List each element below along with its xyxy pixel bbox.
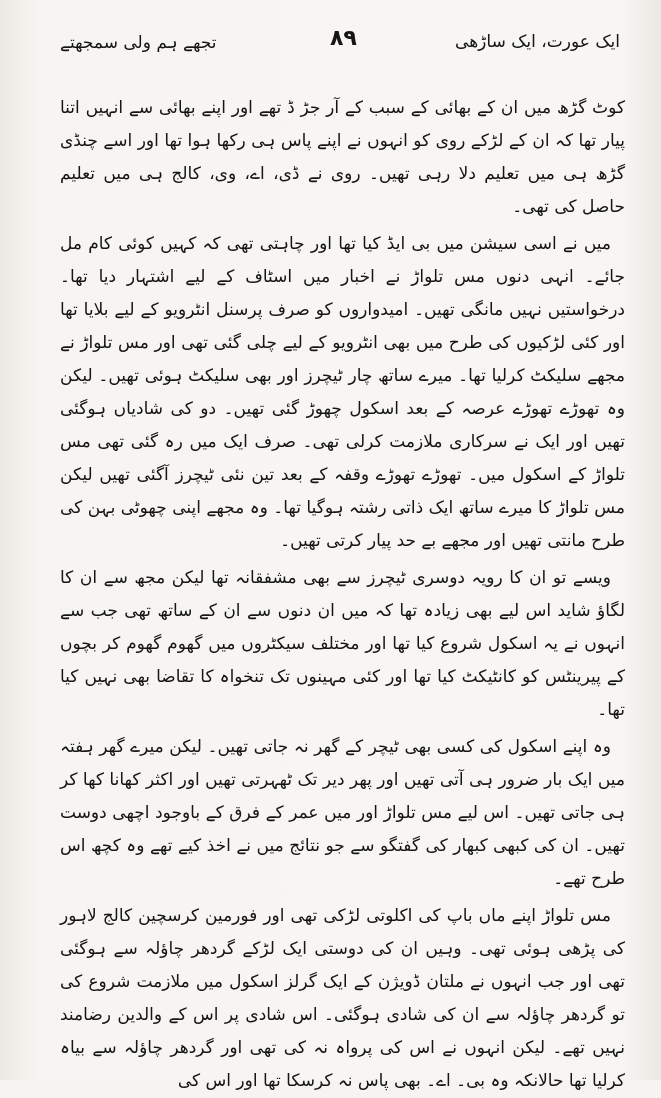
paragraph: کوٹ گڑھ میں ان کے بھائی کے سبب کے آر جڑ ڈ تھے اور اپنے بھائی سے انہیں اتنا پیار تھا کہ ان کے لڑکے روی کو انہوں نے اپنے پاس ہی رکھا ہوا تھا اور اسے چنڈی گڑھ ہی میں تعلیم دلا رہی تھیں۔ روی نے ڈی، اے، وی، کالج ہی میں تعلیم حاصل کی تھی۔	[60, 98, 625, 217]
paragraph: میں نے اسی سیشن میں بی ایڈ کیا تھا اور چاہتی تھی کہ کہیں کوئی کام مل جائے۔ انہی دنوں مس تلواڑ نے اخبار میں اسٹاف کے لیے اشتہار دیا تھا۔ درخواستیں نہیں مانگی تھیں۔ امیدواروں کو صرف پرسنل انٹرویو کے لیے بلایا تھا اور کئی لڑکیوں کی طرح میں بھی انٹرویو کے لیے چلی گئی تھی اور مس تلواڑ نے مجھے سلیکٹ کرلیا تھا۔ میرے ساتھ چار ٹیچرز اور بھی سلیکٹ ہوئی تھیں۔ لیکن وہ تھوڑے تھوڑے عرصہ کے بعد اسکول چھوڑ گئی تھیں۔ دو کی شادیاں ہوگئی تھیں اور ایک نے سرکاری ملازمت کرلی تھی۔ صرف ایک میں رہ گئی تھی مس تلواڑ کے اسکول میں۔ تھوڑے تھوڑے وقفہ کے بعد تین نئی ٹیچرز آگئی تھیں لیکن مس تلواڑ کا میرے ساتھ ایک ذاتی رشتہ ہوگیا تھا۔ وہ مجھے اپنی چھوٹی بہن کی طرح مانتی تھیں اور مجھے بے حد پیار کرتی تھیں۔	[60, 234, 625, 551]
paragraph: مس تلواڑ اپنے ماں باپ کی اکلوتی لڑکی تھی اور فورمین کرسچین کالج لاہور کی پڑھی ہوئی تھی۔ وہیں ان کی دوستی ایک لڑکے گردھر چاؤلہ سے ہوگئی تھی اور جب انہوں نے ملتان ڈویژن کے ایک گرلز اسکول میں ملازمت شروع کی تو گردھر چاؤلہ سے ان کی شادی ہوگئی۔ اس شادی پر اس کے والدین رضامند نہیں تھے۔ لیکن انہوں نے اس کی پرواہ نہ کی تھی اور گردھر چاؤلہ سے بیاہ کرلیا تھا حالانکہ وہ بی۔ اے۔ بھی پاس نہ کرسکا تھا اور اس کی	[60, 906, 625, 1091]
page-number: ۸۹	[330, 26, 357, 51]
page-header	[60, 26, 620, 62]
paragraph: ویسے تو ان کا رویہ دوسری ٹیچرز سے بھی مشفقانہ تھا لیکن مجھ سے ان کا لگاؤ شاید اس لیے بھی زیادہ تھا کہ میں ان دنوں سے ان کے ساتھ تھی جب سے انہوں نے یہ اسکول شروع کیا تھا اور مختلف سیکٹروں میں گھوم گھوم کر بچوں کے پیرینٹس کو کانٹیکٹ کیا تھا اور کئی مہینوں تک تنخواہ کا تقاضا بھی نہیں کیا تھا۔	[60, 568, 625, 720]
book-title: ایک عورت، ایک ساڑھی	[455, 32, 620, 52]
page-body	[60, 92, 625, 1091]
paragraph: وہ اپنے اسکول کی کسی بھی ٹیچر کے گھر نہ جاتی تھیں۔ لیکن میرے گھر ہفتہ میں ایک بار ضرور ہی آتی تھیں اور پھر دیر تک ٹھہرتی تھیں اور اکثر کھانا کھا کر ہی جاتی تھیں۔ اس لیے مس تلواڑ اور میں عمر کے فرق کے باوجود اچھی دوست تھیں۔ ان کی کبھی کبھار کی گفتگو سے جو نتائج میں نے اخذ کیے تھے وہ کچھ اس طرح تھے۔	[60, 737, 625, 889]
chapter-title: تجھے ہم ولی سمجھتے	[60, 33, 217, 53]
